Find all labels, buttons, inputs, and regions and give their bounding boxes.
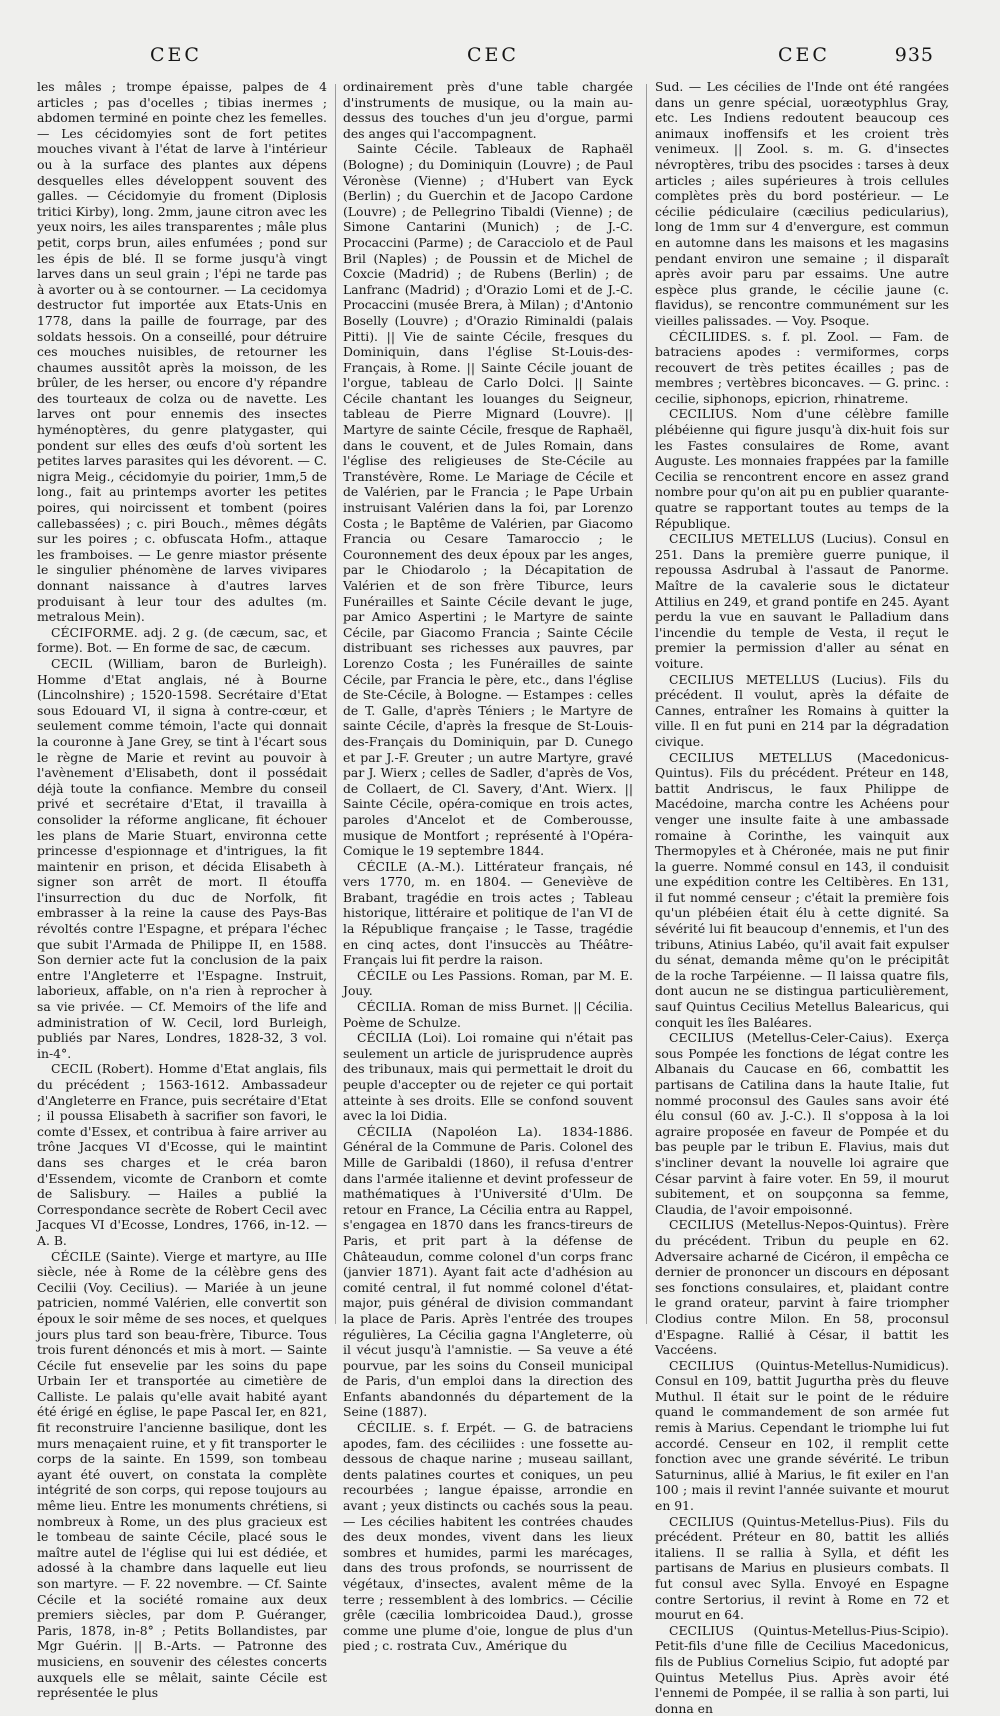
entry-cecilius-nepos: CECILIUS (Metellus-Nepos-Quintus). Frère du précédent. Tribun du peuple en 62. Adversaire acharné de Cicéron, il empêcha ce dernier de prononcer un discours en déposant ses fonctions consulaires, et, plaidant contre le grand orateur, parvint à faire triompher Clodius contre Milon. En 58, proconsul d'Espagne. Rallié à César, il battit les Vaccéens. [655,1217,949,1358]
entry-cecilius-metellus-macedonicus: CECILIUS METELLUS (Macedonicus-Quintus). Fils du précédent. Préteur en 148, battit Andriscus, le faux Philippe de Macédoine, marcha contre les Achéens pour venger une insulte faite à une ambassade romaine à Corinthe, les vainquit aux Thermopyles et à Chéronée, mais ne put finir la guerre. Nommé consul en 143, il conduisit une expédition contre les Celtibères. En 131, il fut nommé censeur ; c'était la première fois qu'un plébéien était élu à cette dignité. Sa sévérité lui fit beaucoup d'ennemis, et l'un des tribuns, Atinius Labéo, qu'il avait fait expulser du sénat, demanda même qu'on le précipitât de la roche Tarpéienne. — Il laissa quatre fils, dont aucun ne se distingua particulièrement, sauf Quintus Cecilius Metellus Balearicus, qui conquit les îles Baléares. [655,749,949,1030]
paragraph: les mâles ; trompe épaisse, palpes de 4 articles ; pas d'ocelles ; tibias inermes ; abdomen terminé en pointe chez les femelles. — Les cécidomyies sont de fort petites mouches vivant à l'état de larve à l'intérieur ou à la surface des plantes aux dépens desquelles elles développent souvent des galles. — Cécidomyie du froment (Diplosis tritici Kirby), long. 2mm, jaune citron avec les yeux noirs, les ailes transparentes ; mâle plus petit, corps brun, ailes enfumées ; pond sur les épis de blé. Il se forme jusqu'à vingt larves dans un seul grain ; l'épi ne tarde pas à avorter ou à se contourner. — La cecidomya destructor fut importée aux Etats-Unis en 1778, dans la paille de fourrage, par des soldats hessois. On a conseillé, pour détruire ces mouches nuisibles, de retourner les chaumes aussitôt après la moisson, de les brûler, de les herser, ou encore d'y répandre des tourteaux de colza ou de navette. Les larves ont pour ennemis des insectes hyménoptères, du genre platygaster, qui pondent sur elles des œufs d'où sortent les petites larves parasites qui les dévorent. — C. nigra Meig., cécidomyie du poirier, 1mm,5 de long., fait au printemps avorter les petites poires, qui noircissent et tombent (poires callebassées) ; c. piri Bouch., mêmes dégâts sur les poires ; c. obfuscata Hofm., attaque les framboises. — Le genre miastor présente le singulier phénomène de larves vivipares donnant naissance à d'autres larves produisant à leur tour des adultes (m. metralous Mein). [37,79,327,625]
entry-cecilius-pius-scipio: CECILIUS (Quintus-Metellus-Pius-Scipio). Petit-fils d'une fille de Cecilius Macedonicus, fils de Publius Cornelius Scipio, fut adopté par Quintus Metellus Pius. Après avoir été l'ennemi de Pompée, il se rallia à son parti, lui donna en [655,1622,949,1716]
entry-sainte-cecile-artworks: Sainte Cécile. Tableaux de Raphaël (Bologne) ; du Dominiquin (Louvre) ; de Paul Véronèse (Vienne) ; d'Hubert van Eyck (Berlin) ; du Guerchin et de Jacopo Cardone (Louvre) ; de Pellegrino Tibaldi (Vienne) ; de Simone Cantarini (Munich) ; de J.-C. Procaccini (Parme) ; de Caracciolo et de Paul Bril (Naples) ; de Poussin et de Michel de Coxcie (Madrid) ; de Rubens (Berlin) ; de Lanfranc (Madrid) ; d'Orazio Lomi et de J.-C. Procaccini (musée Brera, à Milan) ; d'Antonio Boselly (Louvre) ; d'Orazio Riminaldi (palais Pitti). || Vie de sainte Cécile, fresques du Dominiquin, dans l'église St-Louis-des-Français, à Rome. || Sainte Cécile jouant de l'orgue, tableau de Carlo Dolci. || Sainte Cécile chantant les louanges du Seigneur, tableau de Pierre Mignard (Louvre). || Martyre de sainte Cécile, fresque de Raphaël, dans le couvent, et de Jules Romain, dans l'église des religieuses de Ste-Cécile au Transtévère, Rome. Le Mariage de Cécile et de Valérien, par le Francia ; le Pape Urbain instruisant Valérien dans la foi, par Lorenzo Costa ; le Baptême de Valérien, par Giacomo Francia ou Cesare Tamaroccio ; le Couronnement des deux époux par les anges, par le Chiodarolo ; la Décapitation de Valérien et de son frère Tiburce, leurs Funérailles et Sainte Cécile devant le juge, par Amico Aspertini ; le Martyre de sainte Cécile, par Giacomo Francia ; Sainte Cécile distribuant ses richesses aux pauvres, par Lorenzo Costa ; les Funérailles de sainte Cécile, par Francia le père, etc., dans l'église de Ste-Cécile, à Bologne. — Estampes : celles de T. Galle, d'après Téniers ; le Martyre de sainte Cécile, d'après la fresque de St-Louis-des-Français du Dominiquin, par D. Cunego et par J.-F. Greuter ; un autre Martyre, gravé par J. Wierx ; celles de Sadler, d'après de Vos, de Collaert, de Cl. Savery, d'Ant. Wierx. || Sainte Cécile, opéra-comique en trois actes, paroles d'Ancelot et de Comberousse, musique de Montfort ; représenté à l'Opéra-Comique le 19 septembre 1844. [343,141,633,859]
entry-cecilius-numidicus: CECILIUS (Quintus-Metellus-Numidicus). Consul en 109, battit Jugurtha près du fleuve Muthul. Il était sur le point de le réduire quand le commandement de son armée fut remis à Marius. Cependant le triomphe lui fut accordé. Censeur en 102, il remplit cette fonction avec une grande sévérité. Le tribun Saturninus, allié à Marius, le fit exiler en l'an 100 ; mais il revint l'année suivante et mourut en 91. [655,1357,949,1514]
text-columns [37,79,949,1716]
entry-cecilie: CÉCILIE. s. f. Erpét. — G. de batraciens apodes, fam. des céciliides : une fossette au-dessous de chaque narine ; museau saillant, dents palatines courtes et coniques, un peu recourbées ; langue épaisse, arrondie en avant ; yeux distincts ou cachés sous la peau. — Les cécilies habitent les contrées chaudes des deux mondes, vivent dans les lieux sombres et humides, parmi les marécages, dans des trous profonds, se nourrissent de végétaux, d'insectes, avalent même de la terre ; ressemblent à des lombrics. — Cécilie grêle (cæcilia lombricoidea Daud.), grosse comme une plume d'oie, longue de plus d'un pied ; c. rostrata Cuv., Amérique du [343,1420,633,1654]
header-center-guide-word: CEC [467,44,519,66]
entry-cecilia-napoleon: CÉCILIA (Napoléon La). 1834-1886. Général de la Commune de Paris. Colonel des Mille de Garibaldi (1860), il refusa d'entrer dans l'armée italienne et devint professeur de mathématiques à l'Université d'Ulm. De retour en France, La Cécilia entra au Rappel, s'engagea en 1870 dans les francs-tireurs de Paris, et prit part à la défense de Châteaudun, comme colonel d'un corps franc (janvier 1871). Ayant fait acte d'adhésion au comité central, il fut nommé colonel d'état-major, puis général de division commandant la place de Paris. Après l'entrée des troupes régulières, La Cécilia gagna l'Angleterre, où il vécut jusqu'à l'amnistie. — Sa veuve a été pourvue, par les soins du Conseil municipal de Paris, d'un emploi dans la direction des Enfants abandonnés du département de la Seine (1887). [343,1123,633,1420]
header-left-guide-word: CEC [150,44,202,66]
entry-cecilius-celer: CECILIUS (Metellus-Celer-Caius). Exerça sous Pompée les fonctions de légat contre les Albanais du Caucase en 66, combattit les partisans de Catilina dans la haute Italie, fut nommé proconsul des Gaules sans avoir été élu consul (60 av. J.-C.). Il s'opposa à la loi agraire proposée en faveur de Pompée et du bas peuple par le tribun E. Flavius, mais dut s'incliner devant la nouvelle loi agraire que César parvint à faire voter. En 59, il mourut subitement, et on soupçonna sa femme, Claudia, de l'avoir empoisonné. [655,1030,949,1217]
entry-cecilia-roman: CÉCILIA. Roman de miss Burnet. || Cécilia. Poème de Schulze. [343,999,633,1030]
paragraph: ordinairement près d'une table chargée d'instruments de musique, ou la main au-dessus des touches d'un jeu d'orgue, parmi des anges qui l'accompagnent. [343,79,633,141]
entry-cecile-am: CÉCILE (A.-M.). Littérateur français, né vers 1770, m. en 1804. — Geneviève de Brabant, tragédie en trois actes ; Tableau historique, littéraire et politique de l'an VI de la République française ; le Tasse, tragédie en cinq actes, dont l'insuccès au Théâtre-Français lui fit perdre la raison. [343,858,633,968]
entry-ceciforme: CÉCIFORME. adj. 2 g. (de cæcum, sac, et forme). Bot. — En forme de sac, de cæcum. [37,624,327,656]
column-3 [655,79,949,1716]
entry-cecile-passions: CÉCILE ou Les Passions. Roman, par M. E. Jouy. [343,967,633,999]
entry-cecil-william: CECIL (William, baron de Burleigh). Homme d'Etat anglais, né à Bourne (Lincolnshire) ; 1520-1598. Secrétaire d'Etat sous Edouard VI, il signa à contre-cœur, et seulement comme témoin, l'acte qui donnait la couronne à Jane Grey, se tint à l'écart sous le règne de Marie et revint au pouvoir à l'avènement d'Elisabeth, dont il possédait déjà toute la confiance. Membre du conseil privé et secrétaire d'Etat, il travailla à consolider la réforme anglicane, fit échouer les plans de Marie Stuart, environna cette princesse d'espionnage et d'intrigues, la fit maintenir en prison, et décida Elisabeth à signer son arrêt de mort. Il étouffa l'insurrection du duc de Norfolk, fit embrasser à la reine la cause des Pays-Bas révoltés contre l'Espagne, et prépara l'échec que subit l'Armada de Philippe II, en 1588. Son dernier acte fut la conclusion de la paix entre l'Angleterre et l'Espagne. Instruit, laborieux, affable, on n'a rien à reprocher à sa vie privée. — Cf. Memoirs of the life and administration of W. Cecil, lord Burleigh, publiés par Nares, Londres, 1828-32, 3 vol. in-4°. [37,655,327,1061]
page-number: 935 [894,44,934,66]
entry-cecilius-metellus-lucius-2: CECILIUS METELLUS (Lucius). Fils du précédent. Il voulut, après la défaite de Cannes, entraîner les Romains à quitter la ville. Il en fut puni en 214 par la dégradation civique. [655,671,949,749]
entry-cecilius: CECILIUS. Nom d'une célèbre famille plébéienne qui figure jusqu'à dix-huit fois sur les Fastes consulaires de Rome, avant Auguste. Les monnaies frappées par la famille Cecilia se rencontrent encore en assez grand nombre pour qu'on ait pu en publier quarante-quatre se rapportant toutes au temps de la République. [655,406,949,531]
column-1 [37,79,327,1701]
column-2 [343,79,633,1654]
entry-cecile-sainte: CÉCILE (Sainte). Vierge et martyre, au IIIe siècle, née à Rome de la célèbre gens des Cecilii (Voy. Cecilius). — Mariée à un jeune patricien, nommé Valérien, elle convertit son époux le soir même de ses noces, et quelques jours plus tard son beau-frère, Tiburce. Tous trois furent dénoncés et mis à mort. — Sainte Cécile fut ensevelie par les soins du pape Urbain Ier et transportée au cimetière de Calliste. Le palais qu'elle avait habité ayant été érigé en église, le pape Pascal Ier, en 821, fit reconstruire l'ancienne basilique, dont les murs menaçaient ruine, et y fit transporter le corps de la sainte. En 1599, son tombeau ayant été ouvert, on constata la complète intégrité de son corps, qui repose toujours au même lieu. Entre les monuments chrétiens, si nombreux à Rome, un des plus gracieux est le tombeau de sainte Cécile, placé sous le maître autel de l'église qui lui est dédiée, et adossé à la chambre dans laquelle eut lieu son martyre. — F. 22 novembre. — Cf. Sainte Cécile et la société romaine aux deux premiers siècles, par dom P. Guéranger, Paris, 1878, in-8° ; Petits Bollandistes, par Mgr Guérin. || B.-Arts. — Patronne des musiciens, en souvenir des célestes concerts auxquels elle se mêlait, sainte Cécile est représentée le plus [37,1248,327,1701]
entry-cecilius-metellus-lucius-1: CECILIUS METELLUS (Lucius). Consul en 251. Dans la première guerre punique, il repoussa Asdrubal à l'assaut de Panorme. Maître de la cavalerie sous le dictateur Attilius en 249, et grand pontife en 245. Ayant perdu la vue en sauvant le Palladium dans l'incendie du temple de Vesta, il reçut le premier la permission d'aller au sénat en voiture. [655,531,949,671]
entry-cecilia-loi: CÉCILIA (Loi). Loi romaine qui n'était pas seulement un article de jurisprudence auprès des tribunaux, mais qui permettait le droit du peuple d'accepter ou de rejeter ce qui portait atteinte à ses droits. Elle se confond souvent avec la loi Didia. [343,1030,633,1124]
paragraph: Sud. — Les cécilies de l'Inde ont été rangées dans un genre spécial, uoræotyphlus Gray, etc. Les Indiens redoutent beaucoup ces animaux inoffensifs et les croient très venimeux. || Zool. s. m. G. d'insectes névroptères, tribu des psocides : tarses à deux articles ; ailes supérieures à trois cellules complètes près du bord postérieur. — Le cécilie pédiculaire (cæcilius pedicularius), long de 1mm sur 4 d'envergure, est commun en automne dans les maisons et les magasins pendant environ une semaine ; il disparaît après avoir paru par essaims. Une autre espèce plus grande, le cécilie jaune (c. flavidus), se rencontre communément sur les vieilles palissades. — Voy. Psoque. [655,79,949,328]
running-header [0,44,1000,80]
header-right-guide-word: CEC [778,44,830,66]
entry-cecil-robert: CECIL (Robert). Homme d'Etat anglais, fils du précédent ; 1563-1612. Ambassadeur d'Angleterre en France, puis secrétaire d'Etat ; il poussa Elisabeth à sacrifier son favori, le comte d'Essex, et contribua à faire arriver au trône Jacques VI d'Ecosse, qui le maintint dans ses charges et le créa baron d'Essendem, vicomte de Cranborn et comte de Salisbury. — Hailes a publié la Correspondance secrète de Robert Cecil avec Jacques VI d'Ecosse, Londres, 1766, in-12. — A. B. [37,1061,327,1248]
entry-cecilius-pius: CECILIUS (Quintus-Metellus-Pius). Fils du précédent. Préteur en 80, battit les alliés italiens. Il se rallia à Sylla, et défit les partisans de Marius en plusieurs combats. Il fut consul avec Sylla. Envoyé en Espagne contre Sertorius, il revint à Rome en 72 et mourut en 64. [655,1513,949,1623]
entry-ceciliides: CÉCILIIDES. s. f. pl. Zool. — Fam. de batraciens apodes : vermiformes, corps recouvert de très petites écailles ; pas de membres ; vertèbres biconcaves. — G. princ. : cecilie, siphonops, epicrion, rhinatreme. [655,328,949,406]
